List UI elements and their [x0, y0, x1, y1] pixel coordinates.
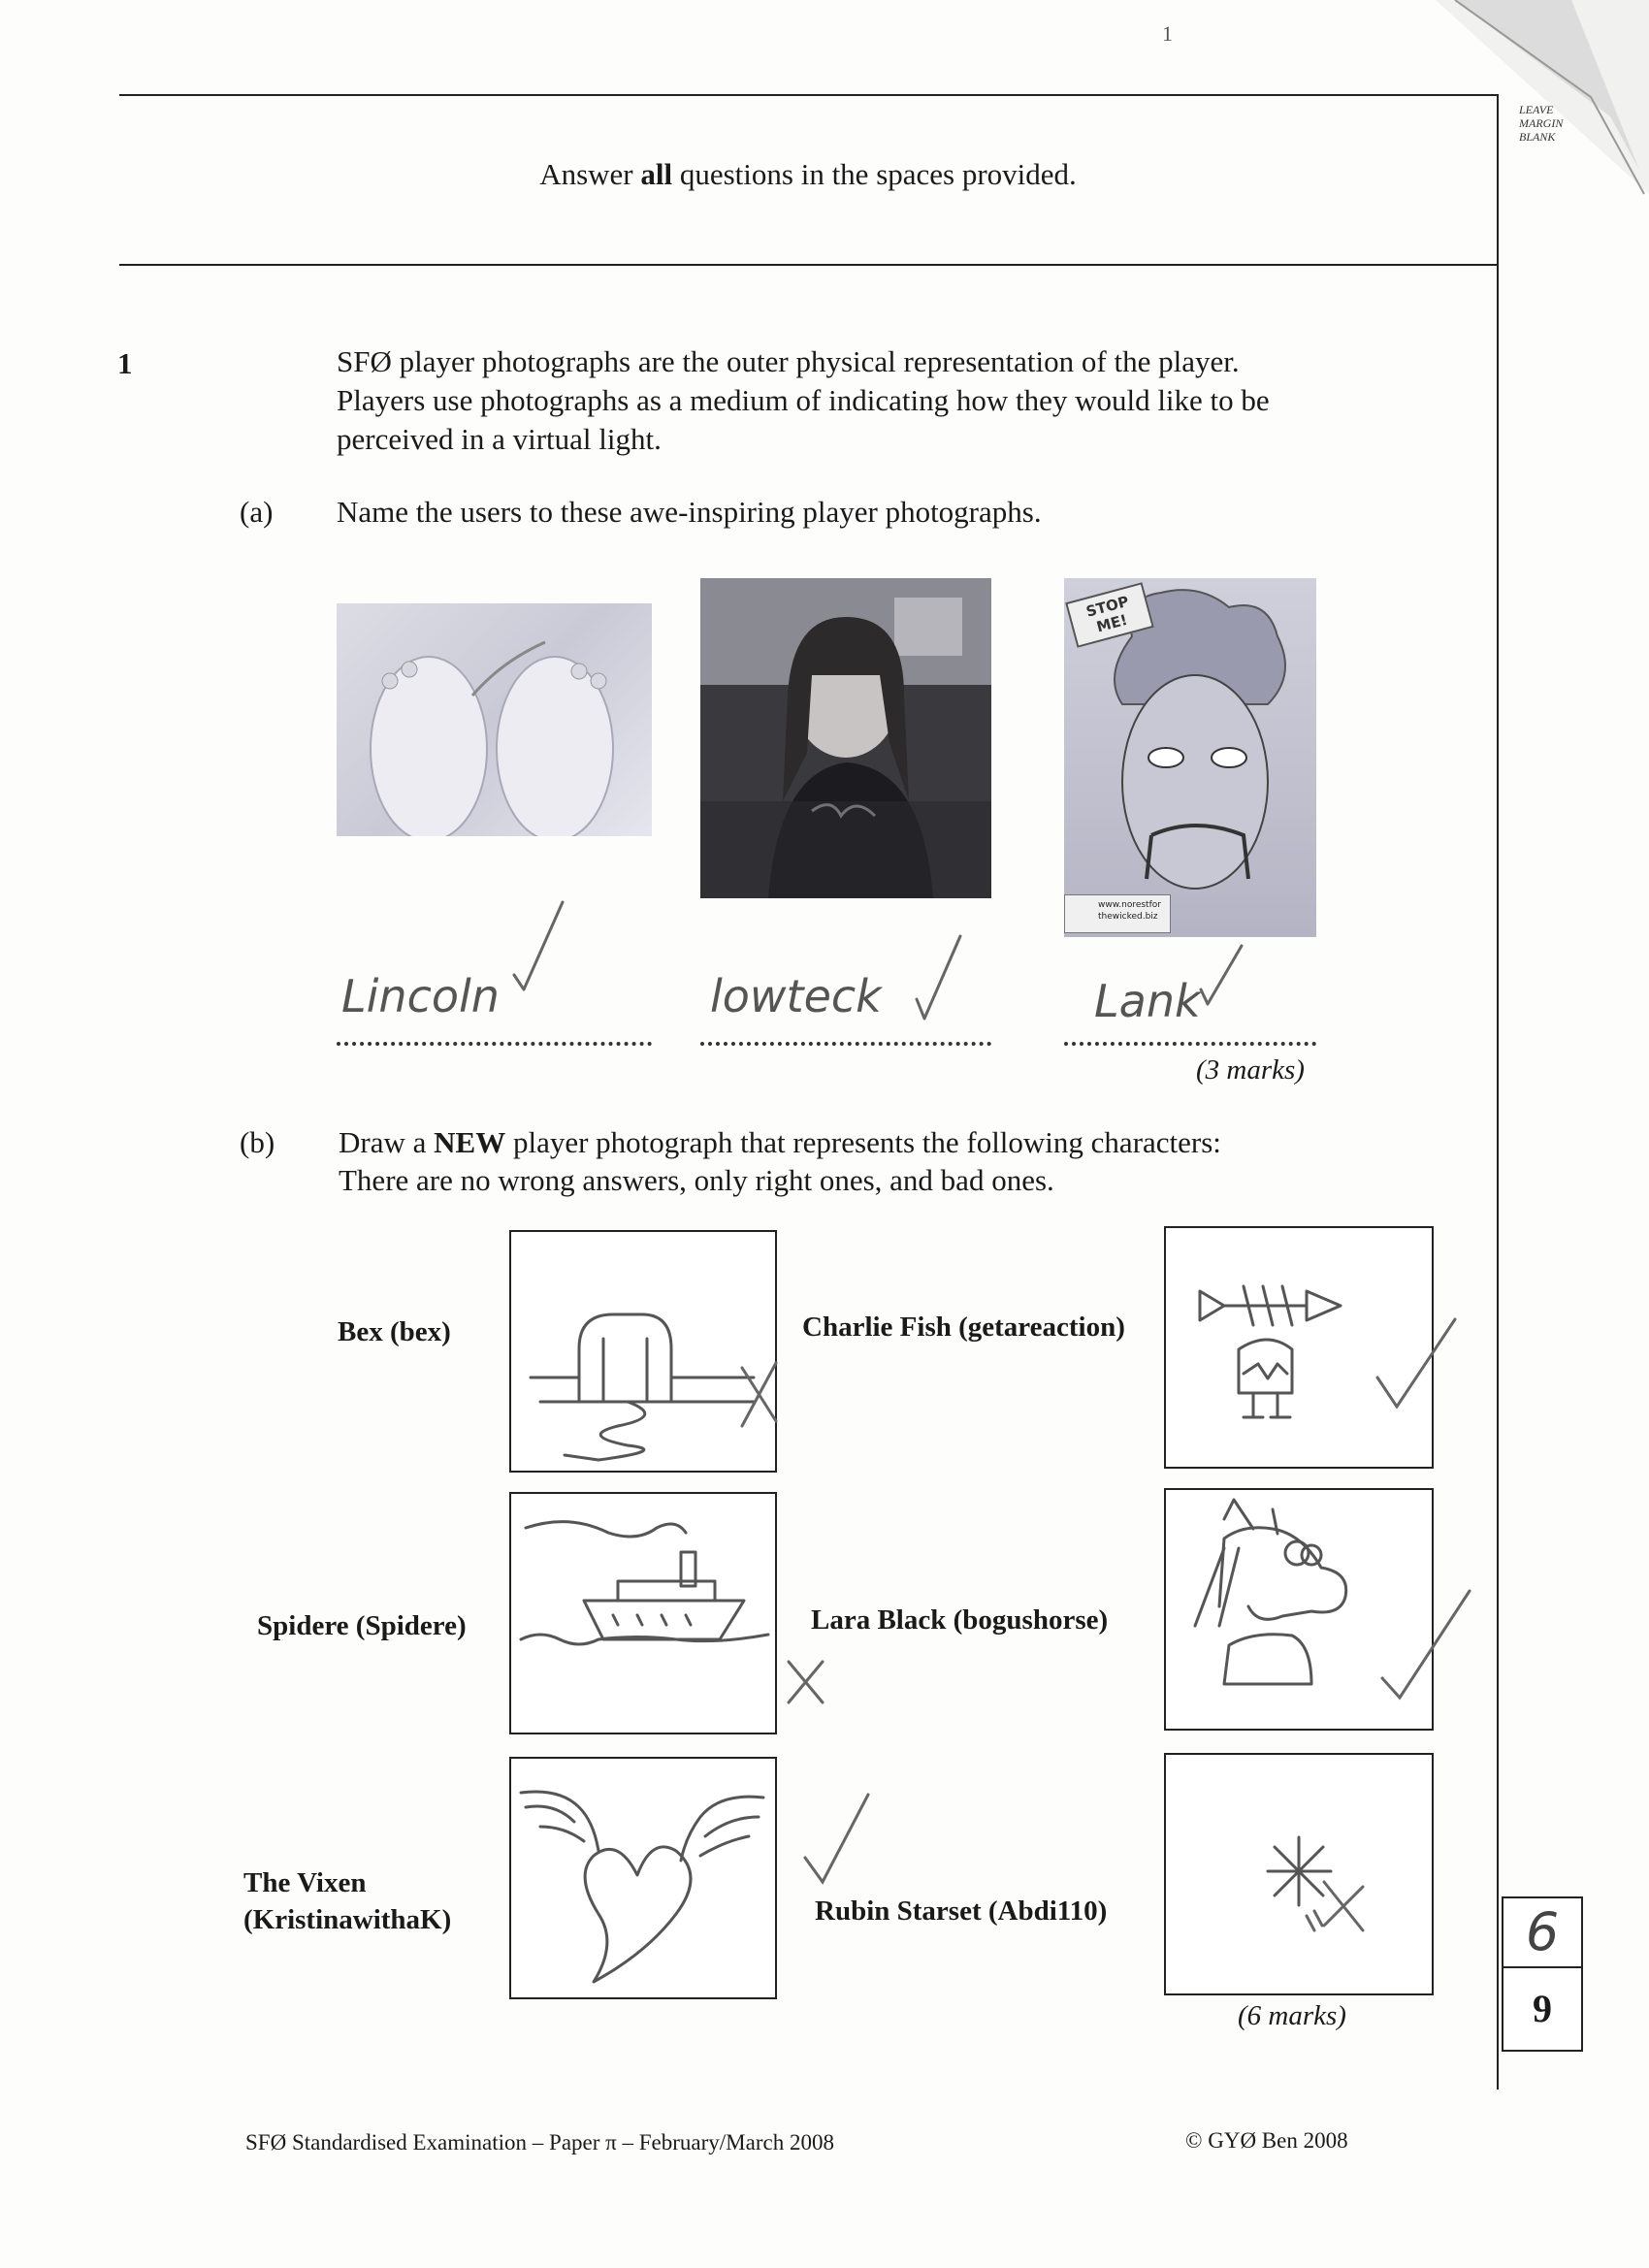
question-intro: SFØ player photographs are the outer physical representation of the player. Players use photographs as a medium of indicating how they would like to be perceived in a virtual light. [337, 344, 1270, 456]
grade-rubin-starset [1305, 1872, 1402, 1940]
grade-charlie-fish [1368, 1310, 1465, 1416]
answer-line-1 [337, 1042, 652, 1046]
answer-1: Lincoln [341, 970, 500, 1022]
woman-photo [700, 578, 991, 898]
drawing-box-spidere[interactable] [509, 1492, 777, 1734]
part-b-line1: Draw a NEW player photograph that represents the following characters: [339, 1125, 1221, 1159]
cartoon-photo [1064, 578, 1316, 937]
part-b-label: (b) [240, 1125, 275, 1159]
part-b-marks: (6 marks) [1238, 2000, 1346, 2031]
answer-3-tick [1193, 931, 1271, 1019]
answer-2-tick [907, 926, 985, 1033]
grade-spidere [784, 1654, 832, 1712]
margin-rule [1497, 94, 1499, 2090]
part-b-line2: There are no wrong answers, only right ones, and bad ones. [339, 1163, 1054, 1197]
answer-1-tick [504, 892, 582, 999]
part-a-label: (a) [240, 495, 274, 529]
top-rule [119, 94, 1499, 96]
part-a-marks: (3 marks) [1196, 1054, 1305, 1085]
char-label-spidere: Spidere (Spidere) [257, 1610, 467, 1641]
toaster-drawing [511, 1232, 775, 1471]
winged-heart-drawing [511, 1759, 775, 1997]
instruction-rule [119, 264, 1499, 266]
grade-bex [732, 1353, 791, 1431]
drawing-box-bex[interactable] [509, 1230, 777, 1473]
char-label-the-vixen: The Vixen (KristinawithaK) [243, 1867, 452, 1935]
grade-the-vixen [795, 1785, 883, 1892]
answer-line-3 [1064, 1042, 1316, 1046]
answer-3: Lank [1094, 975, 1201, 1027]
cartoon-badge: STOP ME! [1065, 582, 1154, 648]
cartoon-credit: www.norestfor thewicked.biz [1064, 894, 1171, 933]
char-label-bex: Bex (bex) [338, 1316, 451, 1347]
answer-2: lowteck [710, 970, 882, 1022]
steamboat-drawing [511, 1494, 775, 1733]
footer-right: © GYØ Ben 2008 [1185, 2128, 1348, 2153]
margin-note: LEAVE MARGIN BLANK [1519, 103, 1564, 144]
page-corner-stamp: 1 [1162, 21, 1173, 46]
char-label-lara-black: Lara Black (bogushorse) [811, 1604, 1109, 1636]
drawing-box-the-vixen[interactable] [509, 1757, 777, 1999]
grade-lara-black [1373, 1581, 1479, 1707]
part-score-box: 6 [1502, 1896, 1583, 1968]
answer-line-2 [700, 1042, 991, 1046]
char-label-rubin-starset: Rubin Starset (Abdi110) [815, 1895, 1108, 1927]
total-score-box: 9 [1502, 1966, 1583, 2052]
question-number: 1 [117, 346, 133, 380]
char-label-charlie-fish: Charlie Fish (getareaction) [802, 1312, 1125, 1343]
part-a-text: Name the users to these awe-inspiring player photographs. [337, 495, 1042, 529]
instruction: Answer all questions in the spaces provided. [539, 157, 1077, 191]
footer-left: SFØ Standardised Examination – Paper π – February/March 2008 [245, 2130, 834, 2155]
feet-photo [337, 603, 652, 836]
